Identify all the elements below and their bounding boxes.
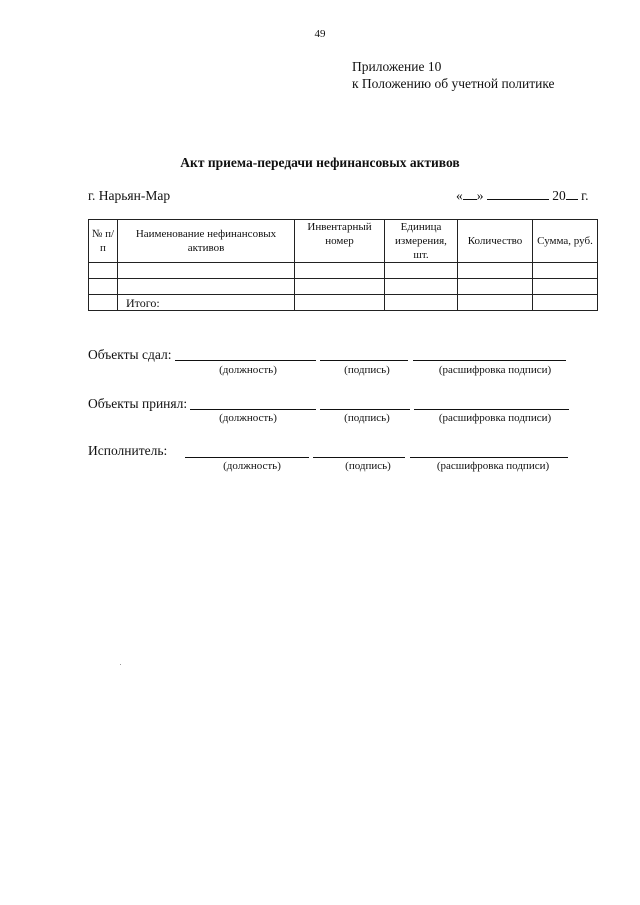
handed-over-decoding-line[interactable] bbox=[413, 360, 566, 361]
appendix-line-2: к Положению об учетной политике bbox=[352, 76, 555, 91]
scan-speck bbox=[120, 664, 121, 665]
position-caption: (должность) bbox=[219, 364, 277, 376]
city-name: г. Нарьян-Мар bbox=[88, 188, 171, 203]
table-cell[interactable] bbox=[295, 263, 385, 279]
executor-position-line[interactable] bbox=[185, 457, 309, 458]
table-cell[interactable] bbox=[118, 263, 295, 279]
decoding-caption: (расшифровка подписи) bbox=[436, 460, 550, 472]
table-cell[interactable] bbox=[89, 263, 118, 279]
table-cell[interactable] bbox=[89, 279, 118, 295]
position-caption: (должность) bbox=[223, 460, 281, 472]
date-quote-close: » bbox=[476, 188, 484, 203]
table-cell[interactable] bbox=[385, 279, 458, 295]
table-row bbox=[89, 279, 598, 295]
signature-caption: (подпись) bbox=[345, 460, 391, 472]
col-header-sum: Сумма, руб. bbox=[533, 220, 598, 263]
appendix-note bbox=[352, 58, 555, 92]
total-label: Итого: bbox=[118, 295, 295, 311]
table-header-row bbox=[89, 220, 598, 263]
decoding-caption: (расшифровка подписи) bbox=[438, 364, 552, 376]
table-cell[interactable] bbox=[533, 279, 598, 295]
table-cell[interactable] bbox=[385, 263, 458, 279]
col-header-number: № п/п bbox=[89, 220, 118, 263]
date-quote-open: « bbox=[456, 188, 463, 203]
month-blank bbox=[487, 189, 549, 200]
signature-caption: (подпись) bbox=[344, 364, 390, 376]
year-suffix: г. bbox=[581, 188, 589, 203]
decoding-caption: (расшифровка подписи) bbox=[438, 412, 552, 424]
executor-signature-line[interactable] bbox=[313, 457, 405, 458]
executor-decoding-line[interactable] bbox=[410, 457, 568, 458]
table-cell[interactable] bbox=[118, 279, 295, 295]
signature-caption: (подпись) bbox=[344, 412, 390, 424]
handed-over-position-line[interactable] bbox=[175, 360, 316, 361]
handed-over-label: Объекты сдал: bbox=[88, 347, 172, 362]
position-caption: (должность) bbox=[219, 412, 277, 424]
col-header-unit: Единица измерения, шт. bbox=[385, 220, 458, 263]
date-field bbox=[456, 188, 589, 204]
table-cell[interactable] bbox=[533, 263, 598, 279]
table-cell[interactable] bbox=[295, 295, 385, 311]
table-cell[interactable] bbox=[458, 279, 533, 295]
col-header-inventory-number: Инвентарный номер bbox=[295, 220, 385, 263]
table-total-row bbox=[89, 295, 598, 311]
handed-over-signature-line[interactable] bbox=[320, 360, 408, 361]
appendix-line-1: Приложение 10 bbox=[352, 59, 442, 74]
accepted-signature-line[interactable] bbox=[320, 409, 410, 410]
table-cell[interactable] bbox=[89, 295, 118, 311]
col-header-quantity: Количество bbox=[458, 220, 533, 263]
accepted-position-line[interactable] bbox=[190, 409, 316, 410]
table-row bbox=[89, 263, 598, 279]
year-blank bbox=[566, 189, 578, 200]
year-prefix: 20 bbox=[552, 188, 566, 203]
accepted-decoding-line[interactable] bbox=[414, 409, 569, 410]
table-cell[interactable] bbox=[385, 295, 458, 311]
col-header-asset-name: Наименование нефинансовых активов bbox=[118, 220, 295, 263]
document-title: Акт приема-передачи нефинансовых активов bbox=[180, 155, 460, 170]
day-blank bbox=[463, 189, 477, 200]
page-number: 49 bbox=[314, 28, 326, 40]
executor-label: Исполнитель: bbox=[88, 443, 168, 458]
accepted-label: Объекты принял: bbox=[88, 396, 188, 411]
table-cell[interactable] bbox=[458, 295, 533, 311]
table-cell[interactable] bbox=[533, 295, 598, 311]
assets-table bbox=[88, 219, 598, 311]
table-cell[interactable] bbox=[458, 263, 533, 279]
table-cell[interactable] bbox=[295, 279, 385, 295]
